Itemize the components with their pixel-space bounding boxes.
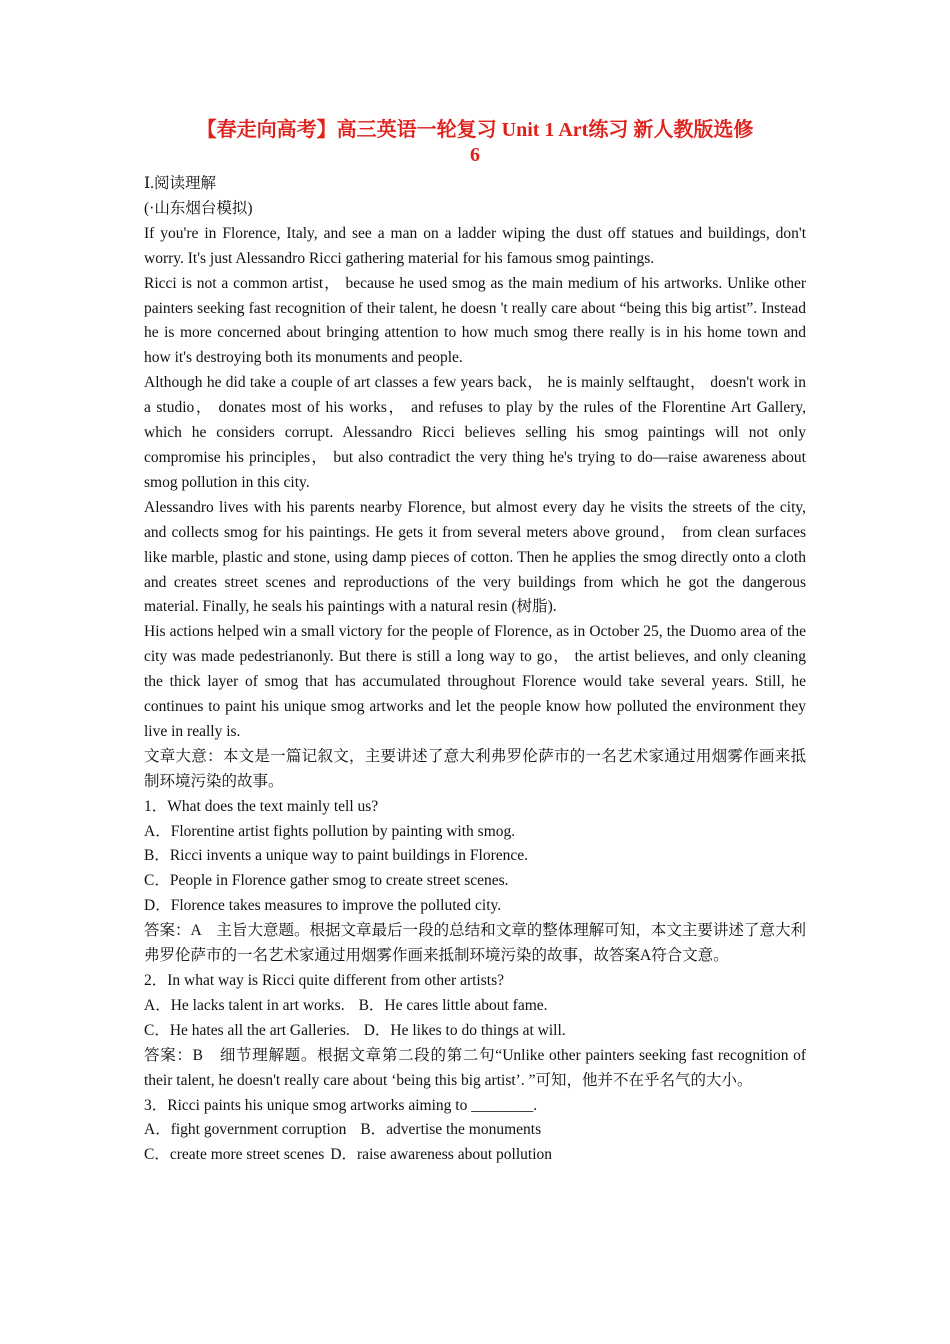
question-2-answer: 答案：B 细节理解题。根据文章第二段的第二句“Unlike other painters seeking fast recognition of their talent, he doesn't really care about ‘being this big artist’. ”可知，他并不在乎名气的大小。 bbox=[144, 1046, 806, 1089]
question-1-option-b: B．Ricci invents a unique way to paint buildings in Florence. bbox=[144, 847, 528, 865]
title-line-2: 6 bbox=[470, 144, 480, 166]
question-3-options-ab bbox=[144, 1118, 806, 1143]
question-1-answer: 答案：A 主旨大意题。根据文章最后一段的总结和文章的整体理解可知，本文主要讲述了意大利弗罗伦萨市的一名艺术家通过用烟雾作画来抵制环境污染的故事，故答案A符合文意。 bbox=[144, 922, 806, 965]
question-1-option-c: C．People in Florence gather smog to create street scenes. bbox=[144, 872, 509, 890]
question-1-option-d: D．Florence takes measures to improve the polluted city. bbox=[144, 897, 502, 915]
question-1-stem: 1．What does the text mainly tell us? bbox=[144, 797, 379, 815]
question-2-option-b: B．He cares little about fame. bbox=[358, 996, 548, 1014]
question-2-options-cd bbox=[144, 1019, 806, 1044]
article-summary: 文章大意：本文是一篇记叙文，主要讲述了意大利弗罗伦萨市的一名艺术家通过用烟雾作画来抵制环境污染的故事。 bbox=[144, 747, 806, 790]
passage-paragraph-2: Ricci is not a common artist， because he used smog as the main medium of his artworks. Unlike other painters seeking fast recognition of their talent, he doesn 't really care about “being this big artist”. Instead he is more concerned about bringing attention to how much smog there really is in his home town and how it's destroying both its monuments and people. bbox=[144, 274, 806, 367]
question-2-options-ab bbox=[144, 994, 806, 1019]
passage-paragraph-3: Although he did take a couple of art classes a few years back， he is mainly selftaught， doesn't work in a studio， donates most of his works， and refuses to play by the rules of the Florentine Art Gallery, which he considers corrupt. Alessandro Ricci believes selling his smog paintings will not only compromise his principles， but also contradict the very thing he's trying to do—raise awareness about smog pollution in this city. bbox=[144, 374, 806, 491]
question-3-options-cd bbox=[144, 1143, 806, 1168]
question-3-option-b: B．advertise the monuments bbox=[360, 1121, 542, 1139]
title-line-1: 【春走向高考】高三英语一轮复习 Unit 1 Art练习 新人教版选修 bbox=[196, 119, 754, 141]
source-note: (·山东烟台模拟) bbox=[144, 199, 253, 217]
passage-paragraph-1: If you're in Florence, Italy, and see a man on a ladder wiping the dust off statues and buildings, don't worry. It's just Alessandro Ricci gathering material for his famous smog paintings. bbox=[144, 224, 806, 267]
passage-paragraph-4: Alessandro lives with his parents nearby Florence, but almost every day he visits the streets of the city, and collects smog for his paintings. He gets it from several meters above ground， from clean surfaces like marble, plastic and stone, using damp pieces of cotton. Then he applies the smog directly onto a cloth and creates street scenes and reproductions of the very buildings from which he got the dangerous material. Finally, he seals his paintings with a natural resin (树脂). bbox=[144, 498, 806, 616]
section-heading: Ⅰ.阅读理解 bbox=[144, 175, 216, 192]
question-3-option-a: A．fight government corruption bbox=[144, 1121, 347, 1139]
question-2-option-c: C．He hates all the art Galleries. bbox=[144, 1021, 350, 1039]
passage-paragraph-5: His actions helped win a small victory for the people of Florence, as in October 25, the Duomo area of the city was made pedestrianonly. But there is still a long way to go， the artist believes, and only cleaning the thick layer of smog that has accumulated throughout Florence would take several years. Still, he continues to paint his unique smog artworks and let the people know how polluted the environment they live in really is. bbox=[144, 623, 806, 740]
question-2-option-a: A．He lacks talent in art works. bbox=[144, 996, 345, 1014]
question-1-option-a: A．Florentine artist fights pollution by painting with smog. bbox=[144, 822, 516, 840]
question-3-stem: 3．Ricci paints his unique smog artworks aiming to ________. bbox=[144, 1096, 538, 1114]
question-3-option-c: C．create more street scenes bbox=[144, 1146, 325, 1164]
question-2-stem: 2．In what way is Ricci quite different from other artists? bbox=[144, 972, 504, 989]
document-title bbox=[144, 118, 806, 168]
question-2-option-d: D．He likes to do things at will. bbox=[363, 1021, 566, 1039]
document-page bbox=[144, 118, 806, 1168]
question-3-option-d: D．raise awareness about pollution bbox=[330, 1146, 553, 1164]
